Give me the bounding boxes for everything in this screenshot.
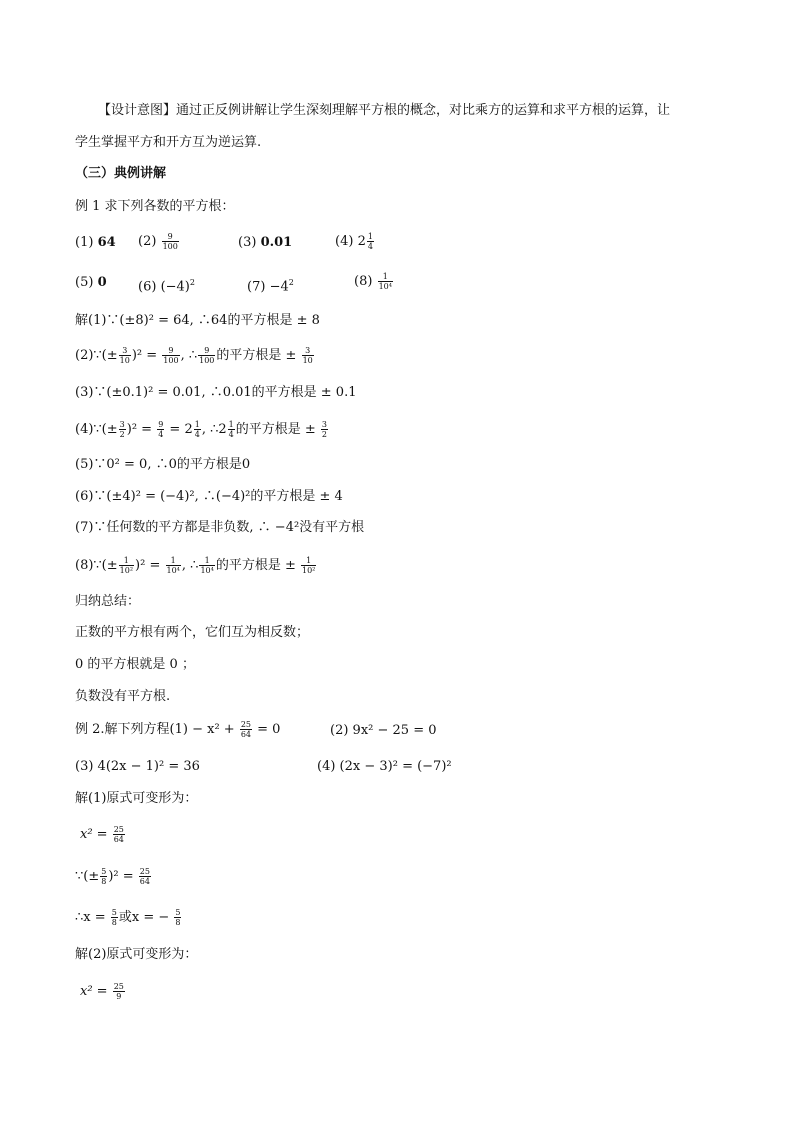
summary-line-1: 正数的平方根有两个，它们互为相反数； <box>75 625 310 640</box>
ex1-solution-5: (5)∵0² = 0, ∴0的平方根是0 <box>75 457 251 472</box>
ex1-solution-1: 解(1)∵(±8)² = 64, ∴64的平方根是 ± 8 <box>75 313 320 328</box>
ex1-solution-6: (6)∵(±4)² = (−4)², ∴(−4)²的平方根是 ± 4 <box>75 489 343 504</box>
ex1-item1: (1) 64 <box>75 235 116 250</box>
example2-eq3: (3) 4(2x − 1)² = 36 <box>75 759 200 774</box>
summary-line-3: 负数没有平方根. <box>75 689 171 704</box>
ex1-item6: (6) $(-4)^2$ <box>138 278 195 295</box>
summary-line-2: 0 的平方根就是 0 ； <box>75 657 195 672</box>
ex1-item7: $(7) -4^2$ <box>247 278 294 295</box>
ex1-item2: (2) $\frac{9}{100}$ <box>138 232 178 251</box>
ex1-solution-3: (3)∵(±0.1)² = 0.01, ∴0.01的平方根是 ± 0.1 <box>75 385 357 400</box>
design-intent-line1: 【设计意图】通过正反例讲解让学生深刻理解平方根的概念，对比乘方的运算和求平方根的运算，让 <box>98 103 671 118</box>
ex1-solution-2: (2)∵(± $\frac{3}{10}$ )² = $\frac{9}{100}$ , ∴ $\frac{9}{100}$ 的平方根是 ± $\frac{3}{10}$ <box>75 346 313 365</box>
ex1-item5: (5) 0 <box>75 275 107 290</box>
ex2-sol2-title: 解(2)原式可变形为： <box>75 947 198 962</box>
ex1-solution-4: (4)∵(± $\frac{3}{2}$ )² = $\frac{9}{4}$ = 2 $\frac{1}{4}$ , ∴2 $\frac{1}{4}$ 的平方根是 ± $\frac{3}{2}$ <box>75 420 327 439</box>
ex1-item8: (8) $\frac{1}{\text{10⁴}}$ <box>354 272 392 291</box>
summary-title: 归纳总结： <box>75 594 141 609</box>
design-intent-line2: 学生掌握平方和开方互为逆运算. <box>75 135 262 150</box>
ex2-sol1-line3: ∴x = $\frac{5}{8}$ 或x = − $\frac{5}{8}$ <box>75 908 181 927</box>
ex1-item3: (3) 0.01 <box>238 235 293 250</box>
ex1-item4: (4) 2 $\frac{1}{4}$ <box>335 232 373 251</box>
ex2-sol1-line2: ∵(± $\frac{5}{8}$ )² = $\frac{25}{64}$ <box>75 867 150 886</box>
ex1-solution-8: (8)∵(± $\frac{1}{\text{10²}}$ )² = $\frac{1}{\text{10⁴}}$ , ∴ $\frac{1}{\text{10⁴}}$ 的平方根是 ± $\frac{1}{\text{10²}}$ <box>75 556 316 575</box>
section-title: （三）典例讲解 <box>75 166 167 181</box>
ex2-sol1-line1: x² = $\frac{25}{64}$ <box>80 825 124 844</box>
ex2-sol1-title: 解(1)原式可变形为： <box>75 791 198 806</box>
example2-eq4: (4) (2x − 3)² = (−7)² <box>317 759 452 774</box>
example2-eq2: (2) 9x² − 25 = 0 <box>330 723 437 738</box>
ex2-sol2-line1: x² = $\frac{25}{9}$ <box>80 982 124 1001</box>
example1-title: 例 1 求下列各数的平方根： <box>75 199 235 214</box>
example2-title: 例 2.解下列方程(1) − x² + $\frac{25}{64}$ = 0 <box>75 720 281 739</box>
ex1-solution-7: (7)∵任何数的平方都是非负数, ∴ −4²没有平方根 <box>75 520 365 535</box>
